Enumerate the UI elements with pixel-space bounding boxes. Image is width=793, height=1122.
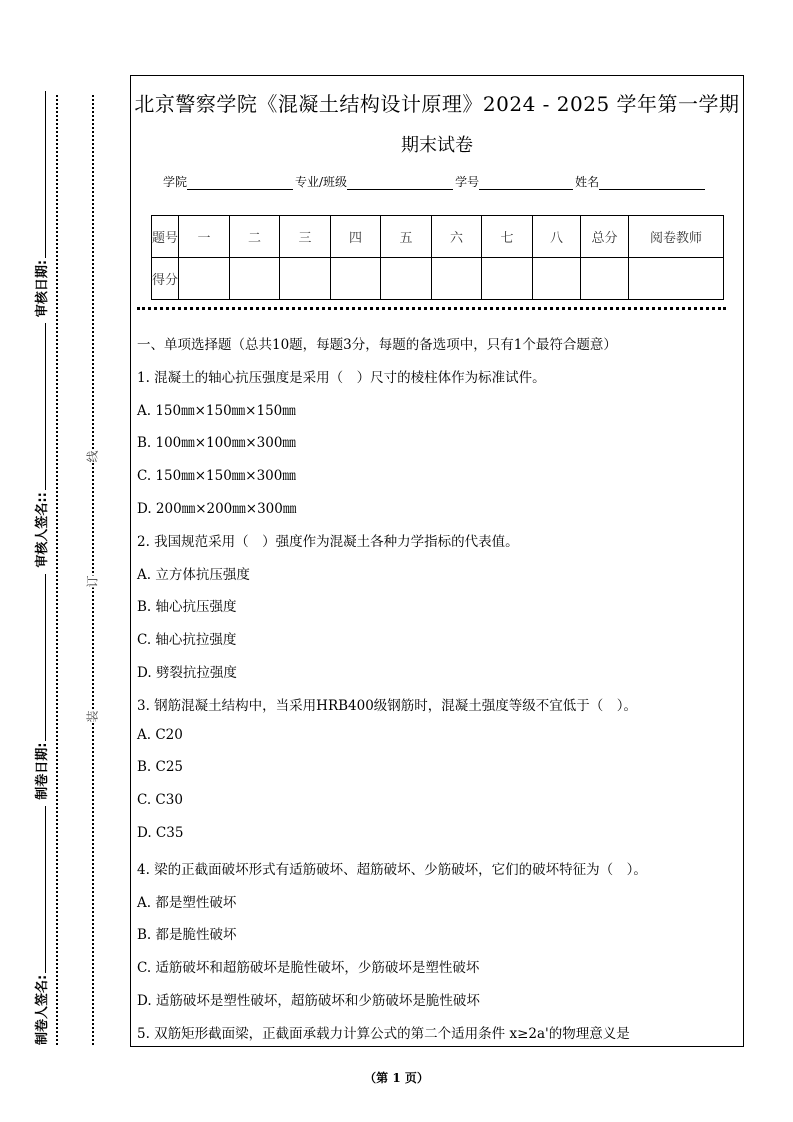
section-heading: 一、单项选择题（总共10题，每题3分，每题的备选项中，只有1个最符合题意） (137, 337, 617, 353)
binding-char-zhuang: 装 (85, 710, 100, 723)
col-header: 六 (432, 216, 482, 258)
score-cell[interactable] (432, 258, 482, 300)
option-text: B. 都是脆性破坏 (137, 927, 237, 944)
dotted-binding-line (92, 95, 94, 1045)
student-id-label: 学号 (455, 175, 480, 189)
score-cell[interactable] (331, 258, 381, 300)
review-date-label: 审核日期: (34, 259, 50, 318)
make-date-label: 制卷日期: (34, 742, 50, 800)
score-cell[interactable] (179, 258, 230, 300)
dotted-separator (137, 307, 726, 310)
row-label-score: 得分 (152, 258, 179, 300)
student-info (163, 173, 707, 190)
col-header: 四 (331, 216, 381, 258)
col-header: 五 (381, 216, 432, 258)
score-table (151, 215, 724, 300)
option-text: D. 劈裂抗拉强度 (137, 665, 237, 681)
make-date-line (35, 574, 46, 741)
binding-char-ding: 订 (85, 575, 100, 588)
reviewer-signature-label: 审核人签名:: (34, 492, 50, 568)
option-text: A. 立方体抗压强度 (137, 566, 250, 583)
score-cell[interactable] (280, 258, 331, 300)
option-text: A. 都是塑性破坏 (137, 894, 237, 911)
col-header: 三 (280, 216, 331, 258)
college-field[interactable] (187, 175, 293, 190)
student-id-field[interactable] (479, 175, 573, 190)
signature-strip (30, 85, 50, 1045)
name-label: 姓名 (575, 175, 600, 189)
score-cell[interactable] (381, 258, 432, 300)
option-text: C. 150㎜×150㎜×300㎜ (137, 468, 296, 485)
option-text: A. 150㎜×150㎜×150㎜ (137, 402, 296, 419)
college-label: 学院 (163, 175, 188, 189)
question-text: 3. 钢筋混凝土结构中，当采用HRB400级钢筋时，混凝土强度等级不宜低于（ ）。 (137, 697, 638, 714)
question-text: 2. 我国规范采用（ ）强度作为混凝土各种力学指标的代表值。 (137, 533, 519, 550)
col-header: 一 (179, 216, 230, 258)
col-header: 二 (230, 216, 280, 258)
option-text: B. C25 (137, 759, 184, 776)
option-text: B. 100㎜×100㎜×300㎜ (137, 435, 296, 452)
review-date-line (35, 91, 46, 258)
major-class-field[interactable] (347, 175, 453, 190)
score-cell[interactable] (581, 258, 629, 300)
major-class-label: 专业/班级 (295, 175, 348, 189)
question-text: 5. 双筋矩形截面梁，正截面承载力计算公式的第二个适用条件 x≥2a'的物理意义是 (137, 1025, 630, 1042)
row-label-question-no: 题号 (152, 216, 179, 258)
option-text: D. C35 (137, 825, 184, 841)
score-cell[interactable] (482, 258, 533, 300)
score-cell[interactable] (629, 258, 724, 300)
reviewer-signature-line (35, 323, 46, 490)
exam-title: 北京警察学院《混凝土结构设计原理》2024 - 2025 学年第一学期 (134, 92, 740, 116)
option-text: C. 轴心抗拉强度 (137, 632, 237, 649)
col-header: 总分 (581, 216, 629, 258)
question-text: 1. 混凝土的轴心抗压强度是采用（ ）尺寸的棱柱体作为标准试件。 (137, 369, 546, 386)
option-text: D. 200㎜×200㎜×300㎜ (137, 501, 297, 517)
maker-signature-label: 制卷人签名: (34, 974, 50, 1045)
dotted-line-outer (56, 95, 58, 1045)
option-text: D. 适筋破坏是塑性破坏，超筋破坏和少筋破坏是脆性破坏 (137, 993, 480, 1009)
col-header: 七 (482, 216, 533, 258)
binding-char-xian: 线 (85, 450, 100, 463)
option-text: B. 轴心抗压强度 (137, 599, 237, 616)
score-cell[interactable] (230, 258, 280, 300)
question-text: 4. 梁的正截面破坏形式有适筋破坏、超筋破坏、少筋破坏，它们的破坏特征为（ ）。 (137, 861, 647, 878)
option-text: C. C30 (137, 792, 183, 809)
page-number: （第 1 页） (364, 1071, 429, 1085)
option-text: C. 适筋破坏和超筋破坏是脆性破坏，少筋破坏是塑性破坏 (137, 960, 480, 977)
col-header: 八 (533, 216, 581, 258)
maker-signature-line (35, 806, 46, 973)
option-text: A. C20 (137, 726, 183, 743)
col-header: 阅卷教师 (629, 216, 724, 258)
score-cell[interactable] (533, 258, 581, 300)
exam-subtitle: 期末试卷 (401, 135, 473, 156)
name-field[interactable] (599, 175, 705, 190)
